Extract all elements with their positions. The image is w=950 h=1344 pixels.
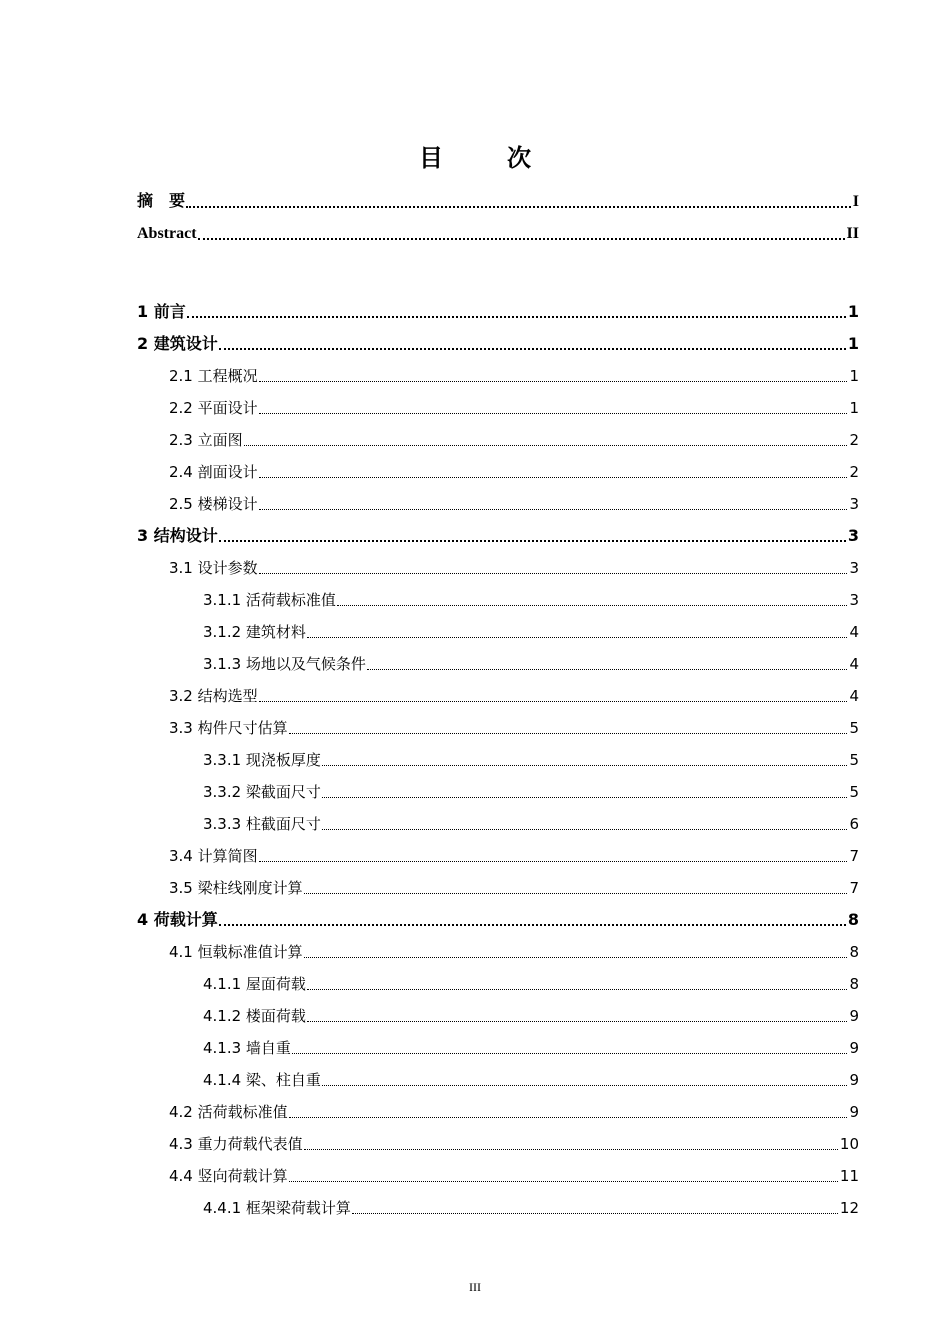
dot-leader <box>352 1213 838 1214</box>
toc-entry-level-3[interactable] <box>137 648 859 680</box>
toc-entry-page: 4 <box>849 623 859 641</box>
toc-entry-label: 3.3 构件尺寸估算 <box>169 719 288 737</box>
toc-entry-level-3[interactable] <box>137 744 859 776</box>
toc-entry-page: 1 <box>847 302 859 321</box>
toc-entry-page: 3 <box>849 495 859 513</box>
toc-entry-page: I <box>852 193 859 210</box>
toc-entry-page: 7 <box>849 879 859 897</box>
toc-entry-level-2[interactable] <box>137 1128 859 1160</box>
toc-entry-label: Abstract <box>137 225 197 242</box>
toc-entry-page: 9 <box>849 1103 859 1121</box>
dot-leader <box>304 957 848 958</box>
dot-leader <box>259 573 848 574</box>
toc-entry-page: 9 <box>849 1071 859 1089</box>
dot-leader <box>219 540 846 542</box>
toc-entry-page: II <box>846 225 859 242</box>
toc-entry-label: 4.1.4 梁、柱自重 <box>203 1071 321 1089</box>
toc-entry-label: 4.3 重力荷载代表值 <box>169 1135 303 1153</box>
dot-leader <box>307 637 848 638</box>
dot-leader <box>337 605 848 606</box>
toc-entry-level-2[interactable] <box>137 840 859 872</box>
toc-front-entry[interactable] <box>137 186 859 218</box>
toc-entry-level-2[interactable] <box>137 872 859 904</box>
toc-entry-level-2[interactable] <box>137 1160 859 1192</box>
dot-leader <box>198 238 845 240</box>
toc-entry-level-3[interactable] <box>137 584 859 616</box>
toc-title: 目 次 <box>419 144 551 172</box>
toc-entry-level-3[interactable] <box>137 1000 859 1032</box>
toc-entry-label: 2.5 楼梯设计 <box>169 495 258 513</box>
toc-entry-label: 3.3.1 现浇板厚度 <box>203 751 321 769</box>
page-number: III <box>469 1280 481 1294</box>
toc-entry-label: 1 前言 <box>137 302 186 321</box>
toc-entry-level-3[interactable] <box>137 1192 859 1224</box>
dot-leader <box>322 829 848 830</box>
toc-entry-page: 9 <box>849 1039 859 1057</box>
toc-entry-label: 3.5 梁柱线刚度计算 <box>169 879 303 897</box>
toc-entry-level-1[interactable] <box>137 296 859 328</box>
dot-leader <box>219 348 846 350</box>
toc-entry-page: 8 <box>849 975 859 993</box>
toc-entry-page: 2 <box>849 431 859 449</box>
toc-entry-level-3[interactable] <box>137 968 859 1000</box>
toc-entry-label: 4.1.1 屋面荷载 <box>203 975 306 993</box>
toc-entry-label: 4.4 竖向荷载计算 <box>169 1167 288 1185</box>
dot-leader <box>304 1149 838 1150</box>
toc-entry-page: 4 <box>849 687 859 705</box>
dot-leader <box>289 1117 848 1118</box>
toc-entry-page: 10 <box>839 1135 859 1153</box>
dot-leader <box>367 669 848 670</box>
toc-entry-label: 3 结构设计 <box>137 526 218 545</box>
table-of-contents <box>137 186 859 1224</box>
toc-entry-label: 2.1 工程概况 <box>169 367 258 385</box>
toc-entry-level-3[interactable] <box>137 1032 859 1064</box>
dot-leader <box>259 381 848 382</box>
toc-entry-level-2[interactable] <box>137 680 859 712</box>
dot-leader <box>259 861 848 862</box>
toc-entry-page: 1 <box>849 399 859 417</box>
dot-leader <box>322 765 848 766</box>
toc-entry-page: 11 <box>839 1167 859 1185</box>
toc-entry-label: 4.1.3 墙自重 <box>203 1039 291 1057</box>
toc-entry-label: 4.4.1 框架梁荷载计算 <box>203 1199 351 1217</box>
dot-leader <box>292 1053 848 1054</box>
front-matter-list <box>137 186 859 250</box>
toc-entry-page: 5 <box>849 751 859 769</box>
dot-leader <box>244 445 848 446</box>
toc-entry-level-3[interactable] <box>137 776 859 808</box>
toc-entry-page: 3 <box>849 559 859 577</box>
toc-entry-level-2[interactable] <box>137 488 859 520</box>
toc-entry-page: 3 <box>847 526 859 545</box>
toc-entry-page: 8 <box>847 910 859 929</box>
toc-entry-page: 5 <box>849 719 859 737</box>
dot-leader <box>322 797 848 798</box>
toc-entry-label: 3.1.1 活荷载标准值 <box>203 591 336 609</box>
toc-entry-label: 3.4 计算简图 <box>169 847 258 865</box>
toc-entry-label: 2.4 剖面设计 <box>169 463 258 481</box>
toc-entry-page: 1 <box>849 367 859 385</box>
dot-leader <box>259 701 848 702</box>
toc-entry-level-2[interactable] <box>137 936 859 968</box>
toc-entry-label: 3.3.3 柱截面尺寸 <box>203 815 321 833</box>
toc-entry-level-1[interactable] <box>137 328 859 360</box>
chapter-list <box>137 296 859 1224</box>
toc-entry-level-2[interactable] <box>137 1096 859 1128</box>
toc-entry-level-3[interactable] <box>137 1064 859 1096</box>
toc-entry-level-3[interactable] <box>137 616 859 648</box>
toc-entry-label: 4.1.2 楼面荷载 <box>203 1007 306 1025</box>
dot-leader <box>307 989 848 990</box>
toc-entry-label: 3.3.2 梁截面尺寸 <box>203 783 321 801</box>
dot-leader <box>322 1085 848 1086</box>
toc-entry-page: 7 <box>849 847 859 865</box>
dot-leader <box>289 733 848 734</box>
dot-leader <box>219 924 846 926</box>
toc-entry-label: 3.1.2 建筑材料 <box>203 623 306 641</box>
dot-leader <box>307 1021 848 1022</box>
dot-leader <box>186 206 851 208</box>
toc-entry-page: 2 <box>849 463 859 481</box>
toc-entry-page: 8 <box>849 943 859 961</box>
dot-leader <box>259 509 848 510</box>
toc-entry-label: 3.2 结构选型 <box>169 687 258 705</box>
toc-entry-label: 3.1.3 场地以及气候条件 <box>203 655 366 673</box>
dot-leader <box>304 893 848 894</box>
toc-entry-page: 3 <box>849 591 859 609</box>
dot-leader <box>187 316 846 318</box>
toc-entry-page: 1 <box>847 334 859 353</box>
toc-entry-label: 2 建筑设计 <box>137 334 218 353</box>
toc-entry-label: 2.2 平面设计 <box>169 399 258 417</box>
toc-entry-label: 4.1 恒载标准值计算 <box>169 943 303 961</box>
toc-entry-level-2[interactable] <box>137 712 859 744</box>
section-gap <box>137 250 859 296</box>
toc-entry-level-2[interactable] <box>137 360 859 392</box>
toc-entry-page: 4 <box>849 655 859 673</box>
toc-entry-label: 2.3 立面图 <box>169 431 243 449</box>
dot-leader <box>259 413 848 414</box>
toc-entry-label: 摘 要 <box>137 193 186 210</box>
toc-entry-level-2[interactable] <box>137 392 859 424</box>
toc-entry-page: 9 <box>849 1007 859 1025</box>
toc-entry-level-1[interactable] <box>137 520 859 552</box>
dot-leader <box>259 477 848 478</box>
toc-front-entry[interactable] <box>137 218 859 250</box>
toc-entry-level-2[interactable] <box>137 552 859 584</box>
toc-entry-level-1[interactable] <box>137 904 859 936</box>
toc-entry-level-3[interactable] <box>137 808 859 840</box>
toc-entry-label: 4 荷载计算 <box>137 910 218 929</box>
dot-leader <box>289 1181 838 1182</box>
toc-entry-page: 6 <box>849 815 859 833</box>
toc-entry-level-2[interactable] <box>137 456 859 488</box>
toc-entry-page: 5 <box>849 783 859 801</box>
toc-entry-level-2[interactable] <box>137 424 859 456</box>
toc-entry-page: 12 <box>839 1199 859 1217</box>
toc-entry-label: 4.2 活荷载标准值 <box>169 1103 288 1121</box>
toc-entry-label: 3.1 设计参数 <box>169 559 258 577</box>
